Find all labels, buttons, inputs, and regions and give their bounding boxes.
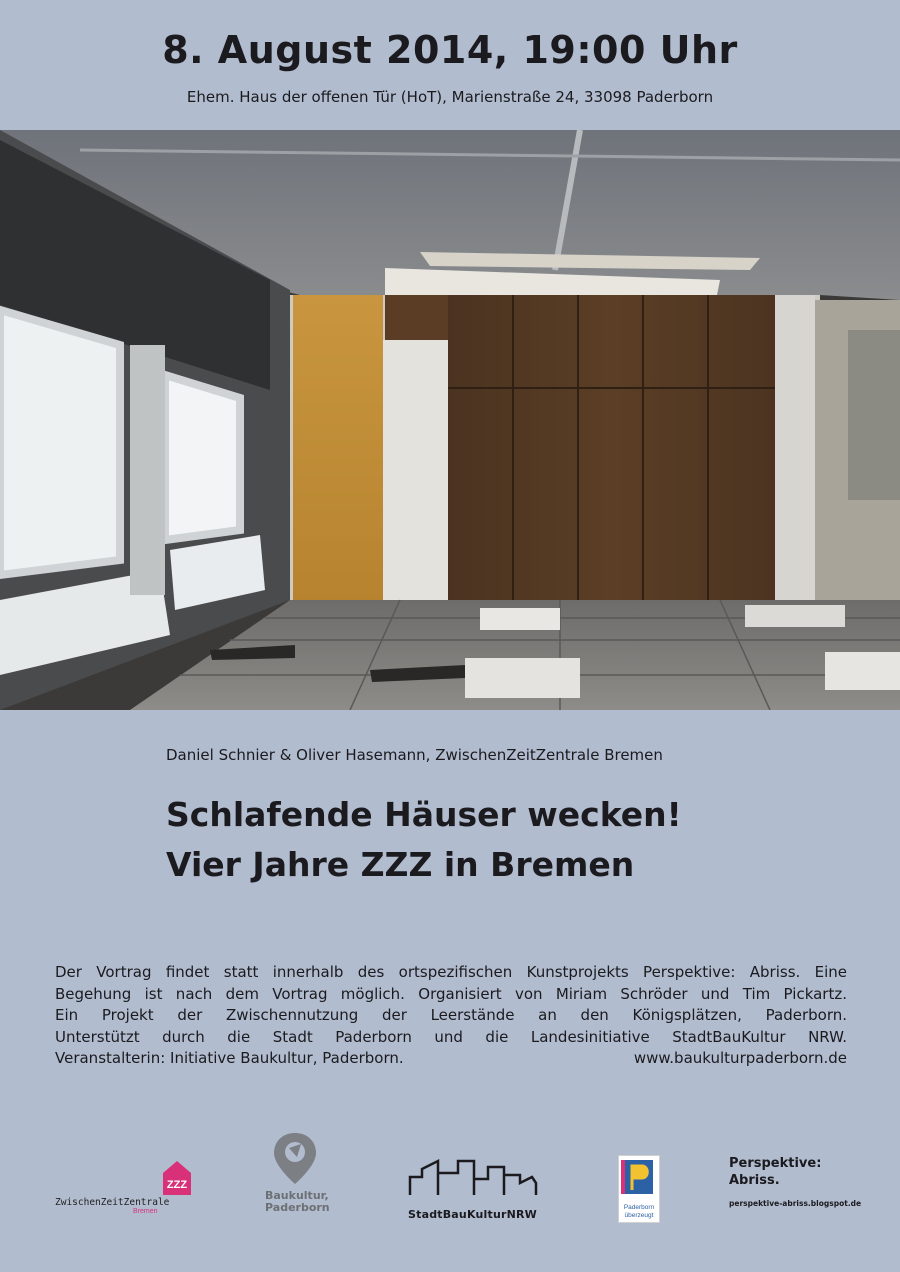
- description-line-1: Der Vortrag findet statt innerhalb des ortspezifischen Kunstprojekts Perspektive: Abriss. Eine: [55, 963, 847, 981]
- baukultur-line-1: Baukultur,: [265, 1189, 329, 1202]
- logo-strip: [0, 1125, 900, 1235]
- paderborn-city-logo: [618, 1155, 660, 1223]
- stadtbaukultur-label: StadtBauKulturNRW: [407, 1208, 538, 1221]
- paderborn-p-icon: [619, 1156, 659, 1200]
- baukultur-paderborn-logo: [265, 1131, 330, 1226]
- zzz-name: ZwischenZeitZentrale: [55, 1197, 170, 1208]
- event-date: 8. August 2014, 19:00 Uhr: [162, 28, 738, 72]
- location-pin-icon: [271, 1131, 319, 1186]
- perspektive-url[interactable]: perspektive-abriss.blogspot.de: [729, 1199, 862, 1208]
- description-line-2: Begehung ist nach dem Vortrag möglich. Organisiert von Miriam Schröder und Tim Pickartz.: [55, 984, 847, 1003]
- speakers-line: Daniel Schnier & Oliver Hasemann, ZwischenZeitZentrale Bremen: [166, 746, 663, 764]
- organizer-text: Veranstalterin: Initiative Baukultur, Paderborn.: [55, 1049, 404, 1067]
- talk-title-line-2: Vier Jahre ZZZ in Bremen: [166, 845, 635, 884]
- event-venue: Ehem. Haus der offenen Tür (HoT), Marienstraße 24, 33098 Paderborn: [186, 88, 714, 106]
- talk-title-line-1: Schlafende Häuser wecken!: [166, 795, 682, 834]
- zzz-mark: ZZZ: [166, 1179, 188, 1191]
- perspektive-line-1: Perspektive:: [729, 1156, 822, 1171]
- description-line-5: [55, 1048, 847, 1070]
- perspektive-line-2: Abriss.: [729, 1173, 780, 1188]
- description-line-4: Unterstützt durch die Stadt Paderborn und die Landesinitiative StadtBauKultur NRW.: [55, 1027, 847, 1046]
- description: [55, 962, 847, 1070]
- website-link[interactable]: www.baukulturpaderborn.de: [633, 1049, 847, 1067]
- talk-title: [166, 790, 682, 890]
- baukultur-line-2: Paderborn: [265, 1201, 330, 1214]
- zzz-city: Bremen: [133, 1208, 158, 1215]
- skyline-icon: [408, 1155, 538, 1200]
- zzz-logo: [55, 1157, 205, 1217]
- zzz-house-icon: [159, 1157, 195, 1197]
- stadtbaukultur-logo: [405, 1155, 540, 1225]
- empty-room-illustration: [0, 130, 900, 710]
- paderborn-city-label: Paderborn überzeugt: [623, 1204, 655, 1219]
- description-line-3: Ein Projekt der Zwischennutzung der Leerstände an den Königsplätzen, Paderborn.: [55, 1006, 847, 1024]
- interior-photo: [0, 130, 900, 710]
- perspektive-abriss-logo: [729, 1155, 862, 1225]
